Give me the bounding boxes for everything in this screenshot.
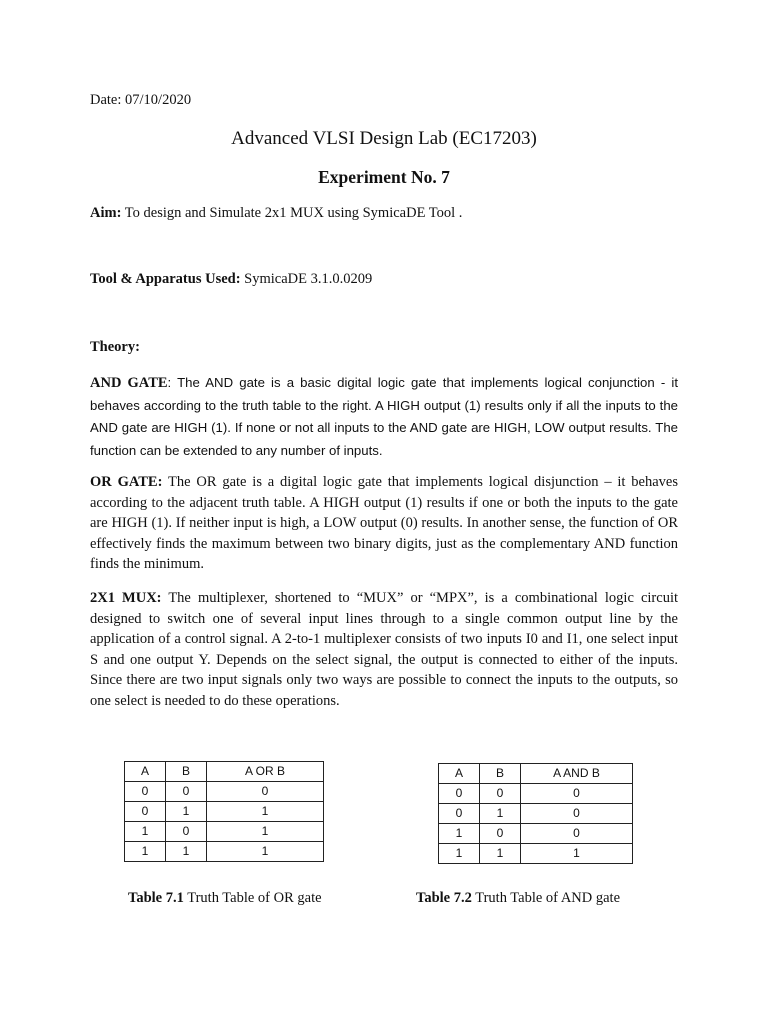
or-truth-table: [124, 761, 324, 862]
table-cell: 1: [207, 842, 324, 862]
table-header-cell: B: [480, 764, 521, 784]
table-row: [125, 822, 324, 842]
mux-text: The multiplexer, shortened to “MUX” or “MPX”, is a combinational logic circuit designed to switch one of several input lines through to a single common output line by the application of a control signal. A 2-to-1 multiplexer consists of two inputs I0 and I1, one select input S and one output Y. Depends on the select signal, the output is connected to either of the inputs. Since there are two input signals only two ways are possible to connect the inputs to the outputs, so one select is needed to do these operations.: [90, 590, 678, 709]
tool-line: [90, 271, 372, 288]
or-caption-text: Truth Table of OR gate: [183, 890, 322, 906]
or-table-caption: [128, 890, 322, 907]
table-row: [439, 804, 633, 824]
table-cell: 1: [166, 802, 207, 822]
aim-label: Aim:: [90, 205, 122, 221]
aim-line: [90, 205, 462, 222]
table-header-cell: A: [125, 762, 166, 782]
and-caption-label: Table 7.2: [416, 890, 472, 906]
table-cell: 1: [480, 804, 521, 824]
table-cell: 1: [125, 822, 166, 842]
table-header-cell: A AND B: [521, 764, 633, 784]
theory-heading: Theory:: [90, 339, 140, 355]
table-row: [439, 844, 633, 864]
table-cell: 0: [166, 822, 207, 842]
date: Date: 07/10/2020: [90, 92, 192, 108]
mux-paragraph: [90, 588, 678, 711]
tool-text: SymicaDE 3.1.0.0209: [240, 271, 373, 287]
table-cell: 0: [439, 784, 480, 804]
table-header-row: [439, 764, 633, 784]
table-cell: 0: [521, 784, 633, 804]
table-cell: 1: [207, 802, 324, 822]
document-title: Advanced VLSI Design Lab (EC17203): [231, 128, 537, 149]
or-gate-paragraph: [90, 472, 678, 575]
aim-text: To design and Simulate 2x1 MUX using SymicaDE Tool .: [121, 205, 463, 221]
table-cell: 0: [521, 824, 633, 844]
table-cell: 0: [125, 802, 166, 822]
table-row: [439, 824, 633, 844]
table-cell: 0: [439, 804, 480, 824]
table-header-cell: B: [166, 762, 207, 782]
table-cell: 1: [439, 844, 480, 864]
table-cell: 1: [521, 844, 633, 864]
experiment-heading: Experiment No. 7: [318, 167, 450, 187]
table-cell: 1: [166, 842, 207, 862]
and-caption-text: Truth Table of AND gate: [471, 890, 621, 906]
or-gate-text: The OR gate is a digital logic gate that implements logical disjunction – it behaves according to the adjacent truth table. A HIGH output (1) results if one or both the inputs to the gate are HIGH (1). If neither input is high, a LOW output (0) results. In another sense, the function of OR effectively finds the maximum between two binary digits, just as the complementary AND function finds the minimum.: [90, 474, 678, 572]
table-cell: 1: [480, 844, 521, 864]
table-cell: 0: [166, 782, 207, 802]
table-header-cell: A OR B: [207, 762, 324, 782]
or-gate-label: OR GATE:: [90, 474, 163, 490]
and-gate-paragraph: [90, 372, 678, 462]
table-cell: 0: [521, 804, 633, 824]
table-cell: 0: [480, 824, 521, 844]
table-cell: 0: [125, 782, 166, 802]
table-header-cell: A: [439, 764, 480, 784]
table-header-row: [125, 762, 324, 782]
table-row: [125, 782, 324, 802]
table-cell: 0: [480, 784, 521, 804]
and-truth-table: [438, 763, 633, 864]
table-row: [439, 784, 633, 804]
table-cell: 1: [207, 822, 324, 842]
table-row: [125, 802, 324, 822]
or-caption-label: Table 7.1: [128, 890, 184, 906]
and-gate-text: : The AND gate is a basic digital logic gate that implements logical conjunction - it behaves according to the truth table to the right. A HIGH output (1) results only if all the inputs to the AND gate are HIGH (1). If none or not all inputs to the AND gate are HIGH, LOW output results. The function can be extended to any number of inputs.: [90, 375, 678, 458]
table-row: [125, 842, 324, 862]
tool-label: Tool & Apparatus Used:: [90, 271, 241, 287]
table-cell: 1: [439, 824, 480, 844]
table-cell: 0: [207, 782, 324, 802]
mux-label: 2X1 MUX:: [90, 590, 162, 606]
table-cell: 1: [125, 842, 166, 862]
and-gate-label: AND GATE: [90, 375, 168, 391]
and-table-caption: [416, 890, 620, 907]
